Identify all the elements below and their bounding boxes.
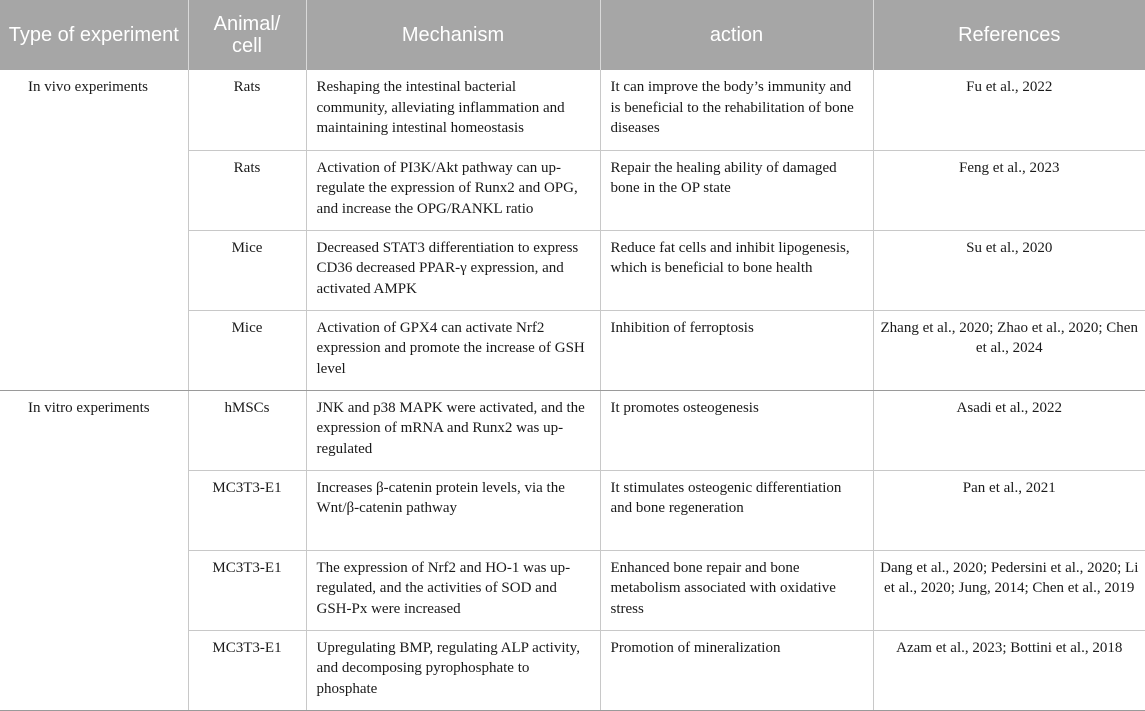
animal-cell: Mice xyxy=(188,310,306,390)
animal-cell: Rats xyxy=(188,150,306,230)
references-cell: Dang et al., 2020; Pedersini et al., 2020; Li et al., 2020; Jung, 2014; Chen et al., 2019 xyxy=(873,550,1145,630)
mechanism-cell: Activation of PI3K/Akt pathway can up-regulate the expression of Runx2 and OPG, and increase the OPG/RANKL ratio xyxy=(306,150,600,230)
action-cell: It can improve the body’s immunity and is beneficial to the rehabilitation of bone diseases xyxy=(600,70,873,150)
table-row xyxy=(0,390,1145,470)
references-cell: Azam et al., 2023; Bottini et al., 2018 xyxy=(873,630,1145,710)
mechanism-cell: Reshaping the intestinal bacterial community, alleviating inflammation and maintaining intestinal homeostasis xyxy=(306,70,600,150)
header-action: action xyxy=(600,0,873,70)
animal-cell: MC3T3-E1 xyxy=(188,470,306,550)
header-animal-cell: Animal/ cell xyxy=(188,0,306,70)
references-cell: Zhang et al., 2020; Zhao et al., 2020; Chen et al., 2024 xyxy=(873,310,1145,390)
action-cell: Reduce fat cells and inhibit lipogenesis, which is beneficial to bone health xyxy=(600,230,873,310)
mechanism-cell: Increases β-catenin protein levels, via the Wnt/β-catenin pathway xyxy=(306,470,600,550)
experiment-type-cell: In vivo experiments xyxy=(0,70,188,390)
references-cell: Feng et al., 2023 xyxy=(873,150,1145,230)
action-cell: Repair the healing ability of damaged bone in the OP state xyxy=(600,150,873,230)
animal-cell: Mice xyxy=(188,230,306,310)
animal-cell: MC3T3-E1 xyxy=(188,550,306,630)
animal-cell: hMSCs xyxy=(188,390,306,470)
mechanism-cell: The expression of Nrf2 and HO-1 was up-regulated, and the activities of SOD and GSH-Px were increased xyxy=(306,550,600,630)
header-row xyxy=(0,0,1145,70)
table-body xyxy=(0,70,1145,710)
mechanism-cell: Upregulating BMP, regulating ALP activity, and decomposing pyrophosphate to phosphate xyxy=(306,630,600,710)
header-mechanism: Mechanism xyxy=(306,0,600,70)
header-references: References xyxy=(873,0,1145,70)
action-cell: It promotes osteogenesis xyxy=(600,390,873,470)
action-cell: It stimulates osteogenic differentiation and bone regeneration xyxy=(600,470,873,550)
references-cell: Asadi et al., 2022 xyxy=(873,390,1145,470)
references-cell: Fu et al., 2022 xyxy=(873,70,1145,150)
mechanism-cell: Decreased STAT3 differentiation to express CD36 decreased PPAR-γ expression, and activated AMPK xyxy=(306,230,600,310)
mechanism-cell: JNK and p38 MAPK were activated, and the expression of mRNA and Runx2 was up-regulated xyxy=(306,390,600,470)
table-row xyxy=(0,70,1145,150)
references-cell: Su et al., 2020 xyxy=(873,230,1145,310)
mechanism-cell: Activation of GPX4 can activate Nrf2 expression and promote the increase of GSH level xyxy=(306,310,600,390)
action-cell: Promotion of mineralization xyxy=(600,630,873,710)
table-header xyxy=(0,0,1145,70)
action-cell: Enhanced bone repair and bone metabolism associated with oxidative stress xyxy=(600,550,873,630)
references-cell: Pan et al., 2021 xyxy=(873,470,1145,550)
action-cell: Inhibition of ferroptosis xyxy=(600,310,873,390)
experiment-type-cell: In vitro experiments xyxy=(0,390,188,710)
header-type-of-experiment: Type of experiment xyxy=(0,0,188,70)
animal-cell: MC3T3-E1 xyxy=(188,630,306,710)
animal-cell: Rats xyxy=(188,70,306,150)
